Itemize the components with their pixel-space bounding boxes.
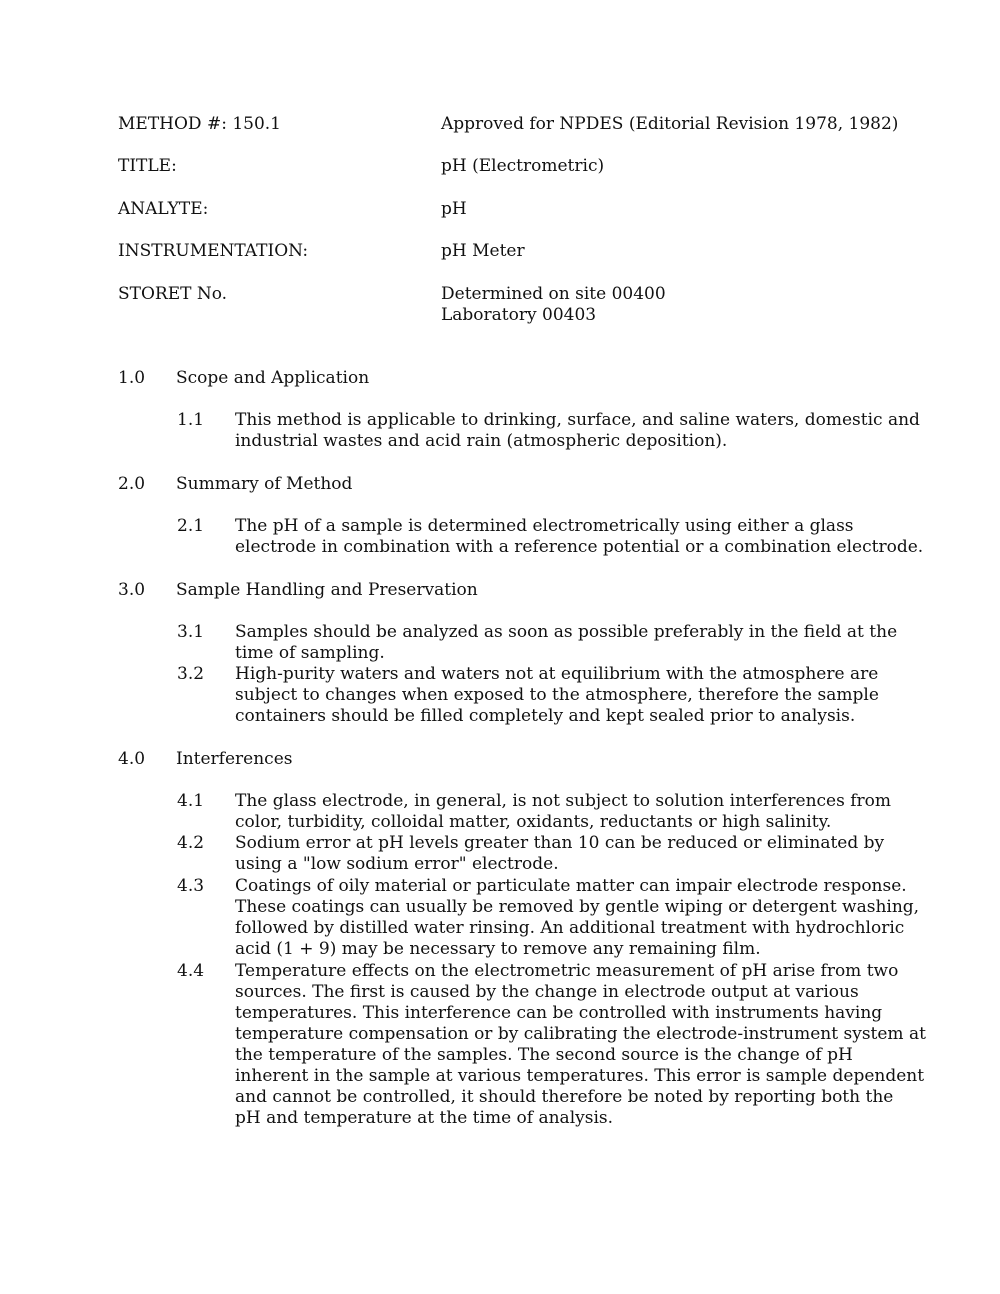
analyte-label: ANALYTE: [118, 199, 209, 219]
section-title: Summary of Method [176, 474, 353, 494]
item-number: 4.2 [177, 833, 205, 853]
section-number: 2.0 [118, 474, 146, 494]
item-text [235, 876, 920, 960]
text-line: Samples should be analyzed as soon as possible preferably in the field at the [235, 622, 898, 642]
text-line: subject to changes when exposed to the atmosphere, therefore the sample [235, 685, 879, 705]
text-line: Coatings of oily material or particulate matter can impair electrode response. [235, 876, 907, 896]
text-line: the temperature of the samples. The second source is the change of pH [235, 1045, 853, 1065]
text-line: temperature compensation or by calibrating the electrode-instrument system at [235, 1024, 926, 1044]
storet-value-line: Laboratory 00403 [441, 305, 597, 325]
text-line: These coatings can usually be removed by gentle wiping or detergent washing, [235, 897, 920, 917]
text-line: This method is applicable to drinking, surface, and saline waters, domestic and [235, 410, 920, 430]
item-text [235, 664, 887, 727]
storet-value [441, 284, 666, 326]
item-text [235, 410, 920, 452]
item-text [235, 833, 887, 875]
text-line: containers should be filled completely and kept sealed prior to analysis. [235, 706, 856, 726]
analyte-value: pH [441, 199, 467, 219]
text-line: industrial wastes and acid rain (atmospheric deposition). [235, 431, 728, 451]
item-text [235, 961, 926, 1129]
instrumentation-label: INSTRUMENTATION: [118, 241, 309, 261]
item-text [235, 516, 924, 558]
method-value: Approved for NPDES (Editorial Revision 1978, 1982) [441, 114, 899, 134]
item-number: 4.4 [177, 961, 205, 981]
text-line: and cannot be controlled, it should therefore be noted by reporting both the [235, 1087, 894, 1107]
text-line: temperatures. This interference can be controlled with instruments having [235, 1003, 883, 1023]
item-number: 4.3 [177, 876, 205, 896]
instrumentation-value: pH Meter [441, 241, 525, 261]
title-value: pH (Electrometric) [441, 156, 605, 176]
section-number: 4.0 [118, 749, 146, 769]
text-line: High-purity waters and waters not at equilibrium with the atmosphere are [235, 664, 879, 684]
title-label: TITLE: [118, 156, 177, 176]
section-title: Sample Handling and Preservation [176, 580, 478, 600]
text-line: sources. The first is caused by the change in electrode output at various [235, 982, 859, 1002]
item-text [235, 791, 892, 833]
text-line: Sodium error at pH levels greater than 10 can be reduced or eliminated by [235, 833, 885, 853]
storet-value-line: Determined on site 00400 [441, 284, 666, 304]
method-label: METHOD #: 150.1 [118, 114, 281, 134]
text-line: acid (1 + 9) may be necessary to remove any remaining film. [235, 939, 761, 959]
section-number: 3.0 [118, 580, 146, 600]
text-line: color, turbidity, colloidal matter, oxidants, reductants or high salinity. [235, 812, 832, 832]
text-line: pH and temperature at the time of analysis. [235, 1108, 614, 1128]
text-line: followed by distilled water rinsing. An additional treatment with hydrochloric [235, 918, 905, 938]
item-text [235, 622, 898, 664]
text-line: electrode in combination with a reference potential or a combination electrode. [235, 537, 924, 557]
section-title: Scope and Application [176, 368, 370, 388]
item-number: 3.1 [177, 622, 205, 642]
item-number: 1.1 [177, 410, 205, 430]
storet-label: STORET No. [118, 284, 228, 304]
text-line: The pH of a sample is determined electrometrically using either a glass [235, 516, 854, 536]
item-number: 3.2 [177, 664, 205, 684]
section-title: Interferences [176, 749, 293, 769]
text-line: inherent in the sample at various temperatures. This error is sample dependent [235, 1066, 925, 1086]
section-number: 1.0 [118, 368, 146, 388]
item-number: 4.1 [177, 791, 205, 811]
text-line: The glass electrode, in general, is not subject to solution interferences from [235, 791, 892, 811]
text-line: using a "low sodium error" electrode. [235, 854, 559, 874]
text-line: Temperature effects on the electrometric measurement of pH arise from two [235, 961, 899, 981]
text-line: time of sampling. [235, 643, 385, 663]
item-number: 2.1 [177, 516, 205, 536]
